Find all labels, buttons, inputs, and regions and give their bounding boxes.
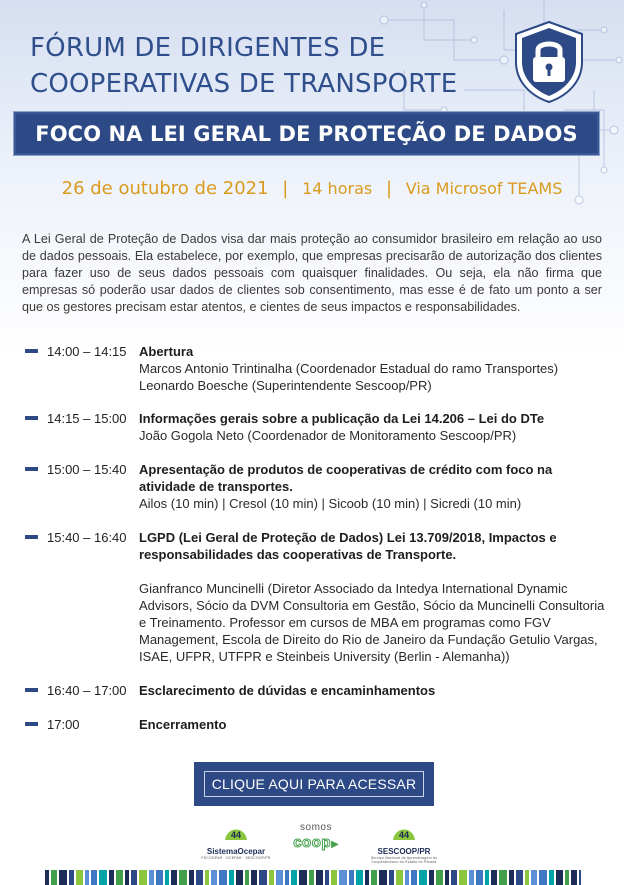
stripe [349,870,354,885]
agenda-time: 15:40 – 16:40 [47,530,127,545]
event-dateline [0,178,624,199]
ocepar-emblem-icon [221,822,251,842]
footer-logos [0,822,624,867]
agenda-time: 17:00 [47,717,80,732]
stripe [396,870,403,885]
stripe [436,870,443,885]
stripe [116,870,123,885]
somos-coop-logo [286,822,346,852]
stripe [109,870,114,885]
agenda-title: Esclarecimento de dúvidas e encaminhamentos [139,683,436,698]
stripe [196,870,203,885]
stripe [365,870,369,885]
stripe [171,870,177,885]
stripe [299,870,307,885]
somos-text: somos [300,822,332,833]
svg-text:44: 44 [230,830,242,840]
sescoop-name: SESCOOP/PR [377,847,431,856]
stripe [491,870,497,885]
stripe [411,870,417,885]
stripe [229,870,234,885]
agenda-time: 14:15 – 15:00 [47,411,127,426]
bullet-icon [25,416,38,420]
topic-banner [13,111,600,156]
stripe [259,870,267,885]
stripe [165,870,169,885]
stripe [76,870,83,885]
stripe [371,870,377,885]
stripe [476,870,483,885]
stripe [356,870,363,885]
lock-shield-icon [512,20,586,104]
stripe [236,870,243,885]
stripe [316,870,323,885]
stripe [325,870,329,885]
arrow-right-icon: ▶ [331,839,339,850]
page-title [30,30,470,102]
bullet-icon [25,688,38,692]
stripe [469,870,474,885]
stripe [125,870,129,885]
bullet-icon [25,349,38,353]
coop-text: coop [293,834,332,851]
agenda-title: Encerramento [139,717,227,732]
stripe [139,870,147,885]
separator: | [282,178,289,199]
stripe [251,870,257,885]
stripe [516,870,523,885]
intro-paragraph: A Lei Geral de Proteção de Dados visa dar mais proteção ao consumidor brasileiro em relação ao uso de dados pessoais. Ela estabelece, por exemplo, que empresas precisarão de autorização dos clientes para fazer uso de seus dados pessoais com quaisquer finalidades. Ou seja, ela não firma que empresas só poderão usar dados de clientes sob consentimento, mas esse é de fato um ponto a ser que os gestores precisam estar atentos, e cientes de seus impactos e responsabilidades. [22,232,602,314]
stripe [205,870,209,885]
separator: | [385,178,393,199]
stripe [99,870,107,885]
stripe [309,870,314,885]
stripe [285,870,289,885]
stripe [509,870,514,885]
stripe [565,870,569,885]
stripe [451,870,457,885]
agenda-time: 14:00 – 14:15 [47,344,127,359]
stripe [389,870,394,885]
event-time: 14 horas [302,179,373,198]
bullet-icon [25,535,38,539]
stripe [531,870,537,885]
agenda-speaker: Gianfranco Muncinelli (Diretor Associado da Intedya International Dynamic Advisors, Sócio da DVM Consultoria em Gestão, Sócio da Muncinelli Consultoria e Treinamento. Professor em cursos de MBA em programas como FGV Management, Escola de Direito do Rio de Janeiro da Fundação Getulio Vargas, ISAE, UFPR, UTFPR e Steinbeis University (Berlin - Alemanha)) [139,581,605,664]
event-date: 26 de outubro de 2021 [61,178,269,199]
agenda-speaker: Marcos Antonio Trintinalha (Coordenador Estadual do ramo Transportes) [139,361,559,376]
sescoop-logo [364,822,444,864]
stripe [156,870,163,885]
stripe [131,870,137,885]
stripe [445,870,449,885]
stripe [331,870,337,885]
stripe [571,870,577,885]
stripe [91,870,97,885]
stripe [69,870,74,885]
stripe [149,870,154,885]
stripe [405,870,409,885]
access-button-label[interactable]: CLIQUE AQUI PARA ACESSAR [204,771,424,797]
agenda-speaker: João Gogola Neto (Coordenador de Monitoramento Sescoop/PR) [139,428,517,443]
access-button[interactable] [194,762,434,806]
title-line-1: FÓRUM DE DIRIGENTES DE [30,33,386,63]
banner-text: FOCO NA LEI GERAL DE PROTEÇÃO DE DADOS [35,121,578,146]
ocepar-name: SistemaOcepar [206,847,266,856]
stripe [525,870,529,885]
stripe [291,870,297,885]
stripe [499,870,507,885]
stripe [549,870,554,885]
ocepar-tagline: FECOOPAR · OCEPAR · SESCOOP/PR [201,856,271,860]
stripe [459,870,467,885]
decorative-stripes [45,870,581,885]
agenda-title: Informações gerais sobre a publicação da Lei 14.206 – Lei do DTe [139,411,545,426]
stripe [485,870,489,885]
stripe [245,870,249,885]
bullet-icon [25,467,38,471]
agenda-time: 16:40 – 17:00 [47,683,127,698]
stripe [579,870,581,885]
stripe [45,870,49,885]
sescoop-emblem-icon [389,822,419,842]
stripe [51,870,57,885]
sescoop-tagline: Serviço Nacional de Aprendizagem do Cooperativismo do Estado do Paraná [370,856,438,864]
sistema-ocepar-logo [196,822,276,860]
agenda-speaker: Leonardo Boesche (Superintendente Sescoop/PR) [139,378,432,393]
stripe [59,870,67,885]
agenda-title: Apresentação de produtos de cooperativas de crédito com foco na atividade de transportes. [139,462,553,494]
stripe [379,870,387,885]
stripe [539,870,547,885]
stripe [219,870,227,885]
stripe [269,870,274,885]
stripe [179,870,187,885]
stripe [211,870,217,885]
bullet-icon [25,722,38,726]
stripe [189,870,194,885]
stripe [429,870,434,885]
svg-text:44: 44 [398,830,410,840]
stripe [339,870,347,885]
stripe [85,870,89,885]
event-venue: Via Microsof TEAMS [405,179,563,198]
agenda-speaker: Ailos (10 min) | Cresol (10 min) | Sicoob (10 min) | Sicredi (10 min) [139,496,522,511]
stripe [276,870,283,885]
stripe [419,870,427,885]
agenda-title: Abertura [139,344,194,359]
stripe [556,870,563,885]
agenda-time: 15:00 – 15:40 [47,462,127,477]
title-line-2: COOPERATIVAS DE TRANSPORTE [30,69,458,99]
agenda-title: LGPD (Lei Geral de Proteção de Dados) Lei 13.709/2018, Impactos e responsabilidades das cooperativas de Transporte. [139,530,557,562]
